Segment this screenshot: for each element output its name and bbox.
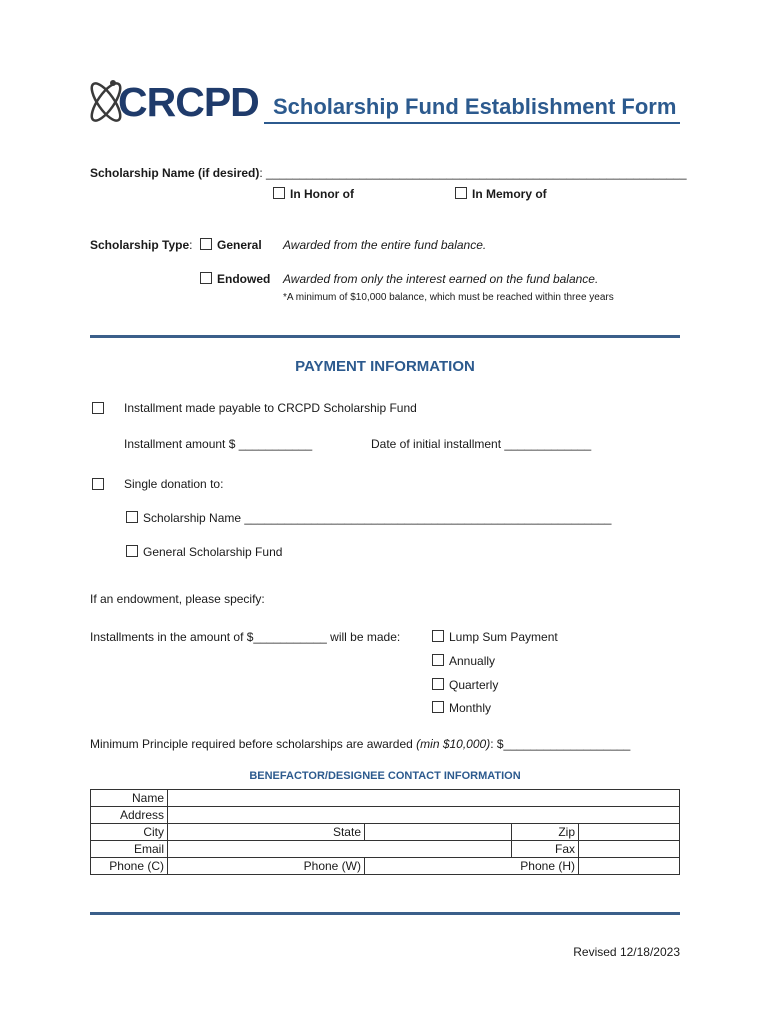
monthly-label: Monthly: [449, 701, 492, 715]
scholarship-type-label: Scholarship Type: [90, 238, 190, 252]
monthly-checkbox[interactable]: [432, 701, 444, 713]
scholarship-name-blank[interactable]: Scholarship Name _______________________________________________________: [143, 511, 612, 525]
general-fund-checkbox[interactable]: [126, 545, 138, 557]
endowed-option[interactable]: [200, 271, 270, 287]
title-underline: [264, 122, 680, 124]
monthly-option[interactable]: [432, 700, 491, 716]
phone-h-field[interactable]: [579, 858, 680, 875]
phone-c-label: Phone (C): [91, 858, 168, 875]
address-field[interactable]: [168, 807, 680, 824]
in-memory-option[interactable]: [455, 186, 547, 202]
table-row: [91, 824, 680, 841]
general-fund-option[interactable]: [126, 544, 282, 560]
zip-field[interactable]: [579, 824, 680, 841]
table-row: [91, 858, 680, 875]
in-memory-label: In Memory of: [472, 187, 547, 201]
table-row: [91, 841, 680, 858]
min-principle-row[interactable]: [90, 736, 630, 752]
installment-amount-field[interactable]: Installment amount $ ___________: [124, 437, 313, 451]
in-honor-checkbox[interactable]: [273, 187, 285, 199]
min-principle-note: (min $10,000): [416, 737, 491, 751]
zip-label: Zip: [512, 824, 579, 841]
city-field-state-label[interactable]: [168, 824, 365, 841]
footer-divider: [90, 912, 680, 915]
general-option[interactable]: [200, 237, 262, 253]
annually-option[interactable]: [432, 653, 495, 669]
general-description: Awarded from the entire fund balance.: [283, 238, 487, 252]
initial-installment-date-field[interactable]: Date of initial installment _____________: [371, 437, 592, 451]
payment-section-title: PAYMENT INFORMATION: [295, 358, 475, 375]
section-divider: [90, 335, 680, 338]
in-honor-label: In Honor of: [290, 187, 354, 201]
state-field[interactable]: [365, 824, 512, 841]
phone-c-field[interactable]: [168, 858, 365, 875]
min-principle-field[interactable]: : $___________________: [490, 737, 631, 751]
revised-date: Revised 12/18/2023: [573, 945, 680, 959]
fax-field[interactable]: [579, 841, 680, 858]
table-row: [91, 790, 680, 807]
lump-sum-label: Lump Sum Payment: [449, 630, 558, 644]
email-field[interactable]: [168, 841, 512, 858]
contact-section-title: BENEFACTOR/DESIGNEE CONTACT INFORMATION: [249, 770, 521, 782]
fax-label: Fax: [512, 841, 579, 858]
city-label: City: [91, 824, 168, 841]
in-honor-option[interactable]: [273, 186, 354, 202]
general-fund-label: General Scholarship Fund: [143, 545, 283, 559]
general-checkbox[interactable]: [200, 238, 212, 250]
scholarship-name-checkbox[interactable]: [126, 511, 138, 523]
scholarship-name-label: Scholarship Name (if desired): [90, 166, 260, 180]
endowed-note: *A minimum of $10,000 balance, which must be reached within three years: [283, 292, 614, 303]
page-title: Scholarship Fund Establishment Form: [273, 94, 677, 119]
annually-checkbox[interactable]: [432, 654, 444, 666]
phone-w-field[interactable]: [365, 858, 579, 875]
logo-text: CRCPD: [118, 79, 259, 125]
installments-amount-field[interactable]: Installments in the amount of $___________ will be made:: [90, 630, 401, 644]
phone-w-label: Phone (W): [303, 859, 361, 873]
lump-sum-option[interactable]: [432, 629, 558, 645]
scholarship-name-row: [90, 165, 687, 181]
table-row: [91, 807, 680, 824]
single-donation-label: Single donation to:: [124, 477, 224, 491]
scholarship-type-label-row: [90, 237, 192, 253]
email-label: Email: [91, 841, 168, 858]
phone-h-label: Phone (H): [520, 859, 575, 873]
min-principle-label: Minimum Principle required before scholarships are awarded: [90, 737, 417, 751]
name-field[interactable]: [168, 790, 680, 807]
contact-table: [90, 789, 680, 875]
quarterly-label: Quarterly: [449, 678, 499, 692]
state-label: State: [332, 825, 361, 839]
scholarship-name-field[interactable]: : _______________________________________________________________: [259, 166, 687, 180]
endowed-checkbox[interactable]: [200, 272, 212, 284]
quarterly-checkbox[interactable]: [432, 678, 444, 690]
installment-checkbox[interactable]: [92, 400, 109, 418]
single-donation-checkbox[interactable]: [92, 476, 109, 494]
scholarship-name-option[interactable]: [126, 510, 611, 526]
lump-sum-checkbox[interactable]: [432, 630, 444, 642]
in-memory-checkbox[interactable]: [455, 187, 467, 199]
quarterly-option[interactable]: [432, 677, 498, 693]
installment-label: Installment made payable to CRCPD Scholarship Fund: [124, 401, 417, 415]
general-label: General: [217, 238, 262, 252]
address-label: Address: [91, 807, 168, 824]
scholarship-type-colon: :: [189, 238, 193, 252]
name-label: Name: [91, 790, 168, 807]
annually-label: Annually: [449, 654, 496, 668]
endowed-description: Awarded from only the interest earned on the fund balance.: [283, 272, 599, 286]
endowment-specify-label: If an endowment, please specify:: [90, 592, 265, 606]
endowed-label: Endowed: [217, 272, 271, 286]
